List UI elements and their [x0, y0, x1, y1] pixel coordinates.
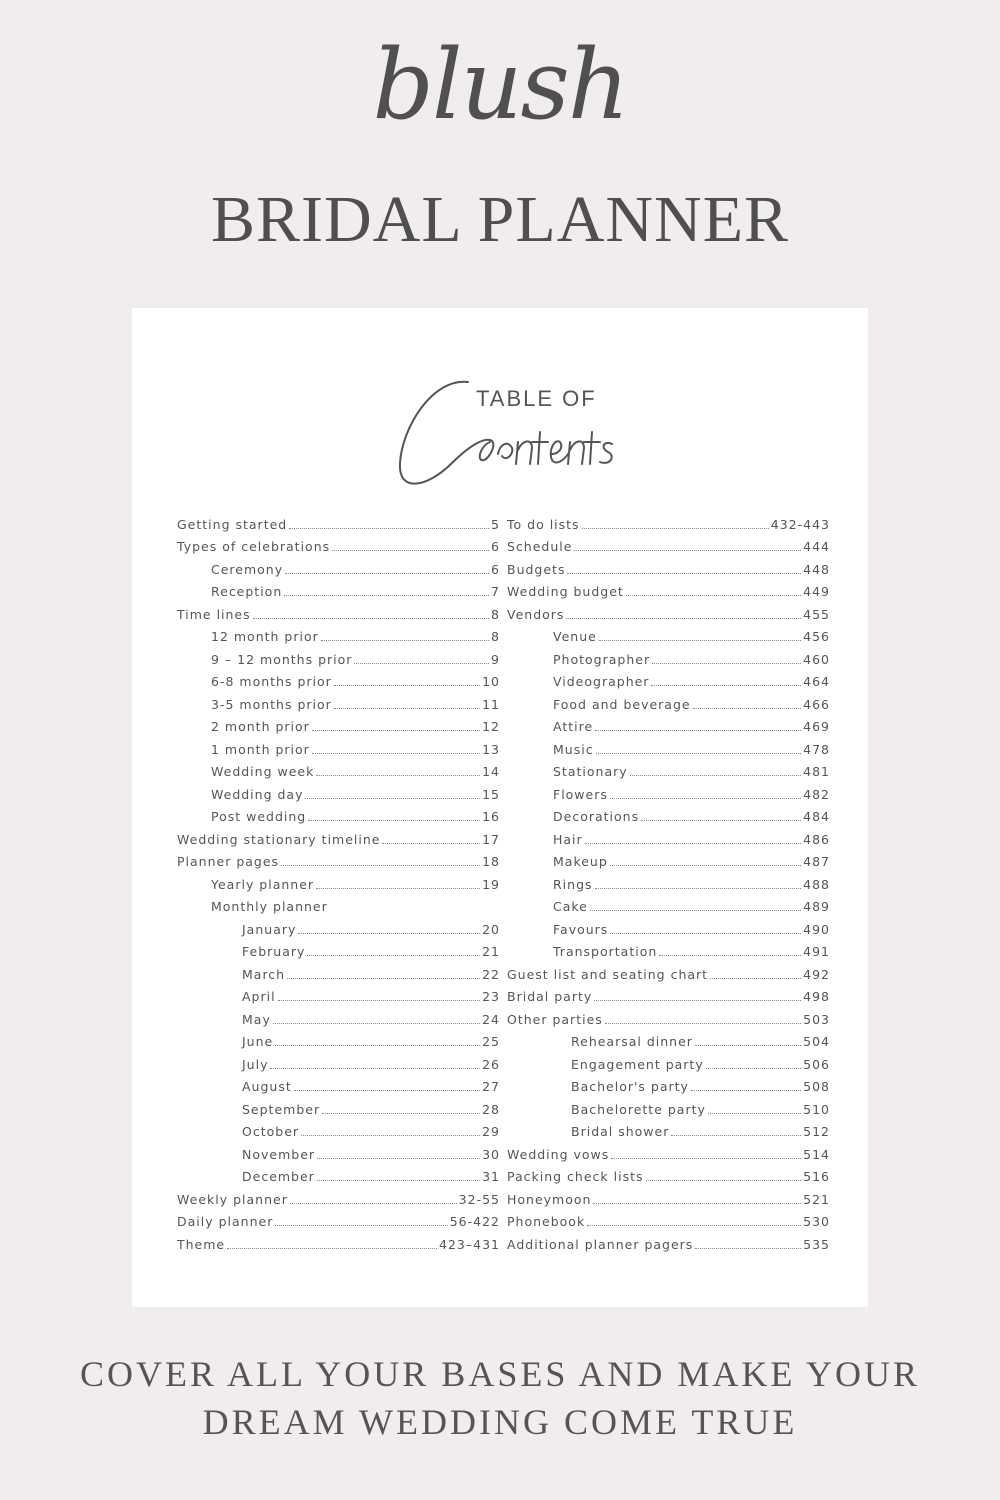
toc-entry-page: 486: [803, 831, 830, 847]
toc-entry-leader: [610, 788, 801, 799]
toc-entry-label: 1 month prior: [211, 741, 310, 757]
toc-entry-label: To do lists: [507, 516, 580, 532]
toc-entry-page: 13: [482, 741, 500, 757]
toc-entry-page: 503: [803, 1011, 830, 1027]
toc-entry-page: 29: [482, 1124, 500, 1140]
toc-entry-leader: [610, 855, 801, 866]
toc-entry-leader: [652, 653, 801, 664]
toc-entry: [505, 1143, 830, 1166]
toc-entry-page: 448: [803, 561, 830, 577]
toc-entry: [175, 896, 500, 919]
toc-entry-label: Honeymoon: [507, 1191, 592, 1207]
toc-entry-leader: [695, 1238, 801, 1249]
toc-entry-label: Wedding budget: [507, 584, 624, 600]
toc-entry-page: 482: [803, 786, 830, 802]
toc-entry-page: 21: [482, 944, 500, 960]
toc-entry-page: 432-443: [770, 516, 830, 532]
toc-entry-page: 32-55: [458, 1191, 500, 1207]
toc-entry-label: Attire: [553, 719, 594, 735]
toc-entry-leader: [610, 923, 801, 934]
toc-entry-label: Favours: [553, 921, 609, 937]
toc-entry-page: 17: [482, 831, 500, 847]
toc-entry-leader: [651, 675, 801, 686]
toc-entry: [505, 851, 830, 874]
toc-entry-leader: [599, 630, 801, 641]
toc-entry: [175, 1008, 500, 1031]
toc-entry: [505, 806, 830, 829]
toc-entry-leader: [641, 810, 801, 821]
toc-entry-page: 23: [482, 989, 500, 1005]
toc-entry-page: 455: [803, 606, 830, 622]
toc-entry: [505, 716, 830, 739]
toc-entry-page: 456: [803, 629, 830, 645]
toc-entry-leader: [273, 1013, 480, 1024]
toc-entry-label: Phonebook: [507, 1214, 586, 1230]
toc-entry: [505, 761, 830, 784]
toc-entry: [175, 558, 500, 581]
toc-entry-leader: [593, 1193, 801, 1204]
toc-entry: [175, 1121, 500, 1144]
toc-entry: [175, 1233, 500, 1256]
toc-entry-label: November: [242, 1146, 316, 1162]
toc-entry-leader: [382, 833, 480, 844]
toc-entry-label: Schedule: [507, 539, 573, 555]
toc-entry-page: 16: [482, 809, 500, 825]
toc-entry-label: Videographer: [553, 674, 650, 690]
toc-entry: [505, 1098, 830, 1121]
toc-entry-page: 491: [803, 944, 830, 960]
toc-entry: [505, 1188, 830, 1211]
toc-entry-page: 488: [803, 876, 830, 892]
toc-entry-leader: [582, 518, 769, 529]
toc-entry-page: 10: [482, 674, 500, 690]
toc-entry-page: 484: [803, 809, 830, 825]
toc-heading-small: TABLE OF: [476, 386, 597, 411]
toc-entry-leader: [287, 968, 480, 979]
toc-entry-label: February: [242, 944, 306, 960]
toc-entry-leader: [332, 540, 489, 551]
toc-entry-leader: [710, 968, 801, 979]
toc-entry-page: 14: [482, 764, 500, 780]
toc-entry-leader: [312, 743, 480, 754]
toc-entry: [505, 536, 830, 559]
toc-entry-label: Additional planner pagers: [507, 1236, 694, 1252]
toc-entry-leader: [708, 1103, 801, 1114]
toc-entry: [175, 603, 500, 626]
toc-entry-label: Makeup: [553, 854, 608, 870]
toc-entry: [175, 581, 500, 604]
toc-entry: [175, 873, 500, 896]
toc-entry-label: Bridal shower: [571, 1124, 670, 1140]
toc-entry-label: 9 – 12 months prior: [211, 651, 353, 667]
toc-entry-label: Packing check lists: [507, 1169, 644, 1185]
toc-entry-page: 508: [803, 1079, 830, 1095]
toc-entry-leader: [630, 765, 802, 776]
toc-entry-page: 514: [803, 1146, 830, 1162]
brand-script-title: blush: [372, 29, 628, 141]
toc-entry-page: 449: [803, 584, 830, 600]
toc-entry-label: December: [242, 1169, 315, 1185]
toc-entry-page: 12: [482, 719, 500, 735]
toc-entry-label: Wedding day: [211, 786, 304, 802]
toc-entry: [505, 941, 830, 964]
toc-entry-label: Monthly planner: [211, 899, 328, 915]
toc-entry-label: Flowers: [553, 786, 608, 802]
toc-entry-leader: [626, 585, 801, 596]
toc-entry: [505, 558, 830, 581]
toc-entry-leader: [671, 1125, 801, 1136]
toc-entry: [175, 783, 500, 806]
toc-entry: [175, 1188, 500, 1211]
toc-entry-leader: [596, 743, 802, 754]
toc-entry-leader: [594, 990, 801, 1001]
toc-entry-leader: [567, 563, 801, 574]
toc-entry: [175, 806, 500, 829]
toc-entry: [175, 986, 500, 1009]
toc-right-column: [505, 513, 830, 1256]
toc-entry-leader: [317, 1148, 480, 1159]
toc-entry-leader: [290, 1193, 457, 1204]
toc-entry-label: Theme: [177, 1236, 226, 1252]
toc-entry: [505, 513, 830, 536]
toc-entry: [175, 1143, 500, 1166]
toc-entry-label: Reception: [211, 584, 283, 600]
toc-entry-page: 530: [803, 1214, 830, 1230]
toc-entry-page: 5: [491, 516, 500, 532]
toc-entry-page: 487: [803, 854, 830, 870]
toc-entry: [505, 581, 830, 604]
toc-entry-page: 535: [803, 1236, 830, 1252]
toc-entry: [505, 828, 830, 851]
toc-entry: [175, 513, 500, 536]
toc-entry-page: 504: [803, 1034, 830, 1050]
toc-page: [132, 308, 868, 1307]
toc-entry-page: 31: [482, 1169, 500, 1185]
toc-entry-page: 28: [482, 1101, 500, 1117]
toc-entry-page: 24: [482, 1011, 500, 1027]
toc-entry-label: January: [242, 921, 297, 937]
toc-entry-label: August: [242, 1079, 292, 1095]
toc-entry-leader: [595, 878, 802, 889]
toc-entry-label: Food and beverage: [553, 696, 691, 712]
tagline-line-1: COVER ALL YOUR BASES AND MAKE YOUR: [79, 1354, 921, 1394]
toc-entry-leader: [253, 608, 489, 619]
toc-entry-label: Wedding stationary timeline: [177, 831, 381, 847]
toc-entry-page: 15: [482, 786, 500, 802]
toc-entry-label: Other parties: [507, 1011, 603, 1027]
toc-entry-leader: [321, 630, 489, 641]
toc-entry-page: 469: [803, 719, 830, 735]
toc-entry-leader: [227, 1238, 437, 1249]
toc-entry-leader: [275, 1215, 447, 1226]
toc-entry-label: Wedding vows: [507, 1146, 610, 1162]
toc-entry-label: Bachelor's party: [571, 1079, 689, 1095]
toc-entry: [505, 963, 830, 986]
toc-entry: [175, 1031, 500, 1054]
toc-entry-leader: [294, 1080, 480, 1091]
toc-entry-page: 56-422: [449, 1214, 500, 1230]
toc-entry-label: 3-5 months prior: [211, 696, 332, 712]
toc-entry: [505, 783, 830, 806]
toc-entry: [505, 873, 830, 896]
toc-entry-label: Yearly planner: [211, 876, 315, 892]
toc-entry: [175, 738, 500, 761]
toc-entry-label: Wedding week: [211, 764, 315, 780]
toc-entry-page: 444: [803, 539, 830, 555]
toc-entry-label: Daily planner: [177, 1214, 274, 1230]
toc-entry-page: 18: [482, 854, 500, 870]
toc-entry-leader: [693, 698, 802, 709]
toc-entry-label: 6-8 months prior: [211, 674, 332, 690]
toc-entry-page: 27: [482, 1079, 500, 1095]
toc-entry-leader: [301, 1125, 480, 1136]
toc-entry: [505, 626, 830, 649]
toc-entry: [505, 896, 830, 919]
toc-entry: [175, 536, 500, 559]
toc-entry: [175, 716, 500, 739]
toc-entry: [175, 918, 500, 941]
toc-entry-leader: [595, 720, 801, 731]
toc-entry-page: 11: [482, 696, 500, 712]
toc-entry-label: Stationary: [553, 764, 628, 780]
toc-entry-page: 8: [491, 629, 500, 645]
toc-entry-label: Transportation: [553, 944, 658, 960]
tagline-line-2: DREAM WEDDING COME TRUE: [202, 1402, 798, 1442]
toc-entry-page: 19: [482, 876, 500, 892]
toc-entry-leader: [270, 1058, 480, 1069]
toc-entry-page: 498: [803, 989, 830, 1005]
toc-entry: [505, 1166, 830, 1189]
toc-entry-page: 492: [803, 966, 830, 982]
toc-entry: [505, 1008, 830, 1031]
toc-entry-page: 516: [803, 1169, 830, 1185]
toc-entry-leader: [590, 900, 801, 911]
toc-entry-label: Time lines: [177, 606, 251, 622]
toc-entry-label: Venue: [553, 629, 597, 645]
toc-entry-leader: [317, 1170, 480, 1181]
toc-entry-label: Getting started: [177, 516, 288, 532]
toc-entry-page: 512: [803, 1124, 830, 1140]
toc-entry-page: 521: [803, 1191, 830, 1207]
toc-entry-label: Vendors: [507, 606, 565, 622]
toc-entry: [505, 693, 830, 716]
toc-entry-leader: [316, 878, 480, 889]
toc-entry-leader: [275, 1035, 480, 1046]
toc-entry-label: September: [242, 1101, 321, 1117]
toc-entry-leader: [354, 653, 489, 664]
toc-entry-leader: [298, 923, 480, 934]
toc-entry: [505, 1233, 830, 1256]
toc-entry-page: 464: [803, 674, 830, 690]
toc-entry-page: 26: [482, 1056, 500, 1072]
toc-entry: [505, 1053, 830, 1076]
toc-entry-leader: [284, 585, 489, 596]
toc-entry-label: Types of celebrations: [177, 539, 331, 555]
toc-entry-leader: [334, 698, 480, 709]
toc-entry-page: 30: [482, 1146, 500, 1162]
toc-left-column: [175, 513, 500, 1256]
toc-entry-leader: [281, 855, 480, 866]
toc-entry-leader: [574, 540, 801, 551]
toc-entry-leader: [308, 810, 480, 821]
toc-entry-leader: [305, 788, 480, 799]
toc-entry-leader: [322, 1103, 480, 1114]
toc-entry-page: 8: [491, 606, 500, 622]
toc-entry-label: Planner pages: [177, 854, 280, 870]
toc-heading: [132, 368, 868, 508]
toc-entry: [175, 693, 500, 716]
toc-entry-leader: [566, 608, 801, 619]
toc-entry: [175, 1053, 500, 1076]
toc-entry-label: April: [242, 989, 276, 1005]
toc-entry-label: Cake: [553, 899, 588, 915]
toc-entry-leader: [611, 1148, 801, 1159]
toc-entry-leader: [587, 1215, 801, 1226]
toc-entry-page: 20: [482, 921, 500, 937]
toc-entry: [505, 603, 830, 626]
toc-entry-leader: [585, 833, 801, 844]
toc-entry-label: July: [242, 1056, 269, 1072]
toc-entry: [175, 941, 500, 964]
toc-entry: [505, 1121, 830, 1144]
toc-entry-leader: [312, 720, 480, 731]
toc-entry-leader: [307, 945, 480, 956]
toc-entry-leader: [659, 945, 801, 956]
toc-entry-label: Decorations: [553, 809, 640, 825]
toc-entry-leader: [691, 1080, 801, 1091]
toc-entry-label: May: [242, 1011, 271, 1027]
toc-entry-label: Bridal party: [507, 989, 593, 1005]
toc-entry: [175, 1076, 500, 1099]
toc-entry-page: 489: [803, 899, 830, 915]
toc-entry-leader: [646, 1170, 802, 1181]
toc-entry: [175, 761, 500, 784]
toc-entry: [175, 828, 500, 851]
toc-entry-label: 2 month prior: [211, 719, 310, 735]
toc-entry-label: Budgets: [507, 561, 566, 577]
toc-entry-page: 510: [803, 1101, 830, 1117]
toc-entry-label: Ceremony: [211, 561, 284, 577]
toc-entry-label: Bachelorette party: [571, 1101, 706, 1117]
toc-entry-leader: [334, 675, 480, 686]
toc-entry-page: 478: [803, 741, 830, 757]
toc-entry: [175, 1166, 500, 1189]
toc-entry-page: 481: [803, 764, 830, 780]
toc-entry: [505, 1076, 830, 1099]
toc-entry-label: Photographer: [553, 651, 651, 667]
toc-heading-script: [372, 368, 712, 508]
toc-entry: [175, 648, 500, 671]
toc-entry-leader: [278, 990, 481, 1001]
toc-entry-leader: [605, 1013, 801, 1024]
toc-entry-label: Post wedding: [211, 809, 307, 825]
toc-entry: [505, 648, 830, 671]
toc-entry-label: Weekly planner: [177, 1191, 288, 1207]
toc-entry-label: Engagement party: [571, 1056, 704, 1072]
toc-entry-page: 7: [491, 584, 500, 600]
toc-entry-label: March: [242, 966, 286, 982]
toc-entry-page: 460: [803, 651, 830, 667]
toc-entry-page: 506: [803, 1056, 830, 1072]
toc-entry-page: 22: [482, 966, 500, 982]
toc-entry-page: 466: [803, 696, 830, 712]
toc-entry-leader: [706, 1058, 801, 1069]
toc-entry-leader: [285, 563, 489, 574]
toc-entry-page: 423–431: [439, 1236, 500, 1252]
toc-entry: [505, 738, 830, 761]
toc-entry: [175, 1098, 500, 1121]
toc-entry-label: Music: [553, 741, 594, 757]
toc-entry: [175, 963, 500, 986]
toc-entry-label: 12 month prior: [211, 629, 319, 645]
toc-entry: [175, 1211, 500, 1234]
toc-entry-leader: [289, 518, 489, 529]
toc-entry: [505, 918, 830, 941]
toc-entry-label: June: [242, 1034, 274, 1050]
toc-entry-label: Rehearsal dinner: [571, 1034, 693, 1050]
toc-heading-script-text: Contents: [542, 428, 547, 429]
toc-entry-page: 6: [491, 561, 500, 577]
toc-entry-label: Guest list and seating chart: [507, 966, 709, 982]
toc-entry-label: Hair: [553, 831, 583, 847]
brand-title: BRIDAL PLANNER: [210, 183, 790, 256]
toc-entry-label: October: [242, 1124, 300, 1140]
toc-entry-label: Rings: [553, 876, 593, 892]
toc-entry-page: 9: [491, 651, 500, 667]
toc-entry: [505, 671, 830, 694]
toc-entry: [175, 626, 500, 649]
toc-entry-leader: [695, 1035, 801, 1046]
toc-entry-page: 6: [491, 539, 500, 555]
toc-entry: [505, 986, 830, 1009]
toc-entry-leader: [316, 765, 480, 776]
tagline: [0, 1350, 1000, 1446]
toc-entry: [505, 1211, 830, 1234]
toc-entry: [505, 1031, 830, 1054]
toc-entry: [175, 851, 500, 874]
toc-entry: [175, 671, 500, 694]
toc-entry-page: 490: [803, 921, 830, 937]
toc-entry-page: 25: [482, 1034, 500, 1050]
